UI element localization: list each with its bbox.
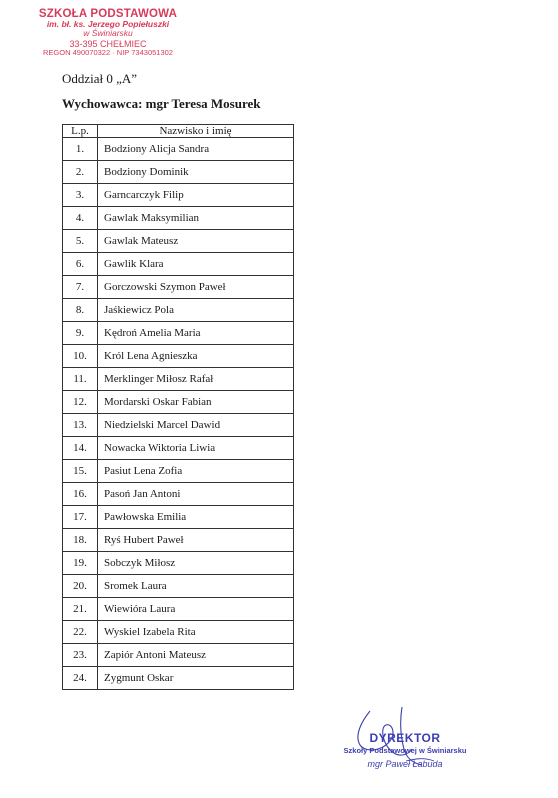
student-name: Garncarczyk Filip bbox=[98, 184, 294, 207]
column-header-number: L.p. bbox=[63, 125, 98, 138]
table-row bbox=[63, 644, 294, 667]
row-number: 24. bbox=[63, 667, 98, 690]
table-row bbox=[63, 483, 294, 506]
table-row bbox=[63, 138, 294, 161]
table-row bbox=[63, 552, 294, 575]
student-name: Gawlik Klara bbox=[98, 253, 294, 276]
student-name: Ryś Hubert Paweł bbox=[98, 529, 294, 552]
row-number: 13. bbox=[63, 414, 98, 437]
table-row bbox=[63, 391, 294, 414]
row-number: 4. bbox=[63, 207, 98, 230]
row-number: 16. bbox=[63, 483, 98, 506]
school-stamp bbox=[38, 8, 178, 57]
director-name: mgr Paweł Łabuda bbox=[367, 759, 443, 769]
table-row bbox=[63, 276, 294, 299]
table-row bbox=[63, 598, 294, 621]
director-stamp bbox=[330, 705, 480, 777]
table-row bbox=[63, 184, 294, 207]
row-number: 2. bbox=[63, 161, 98, 184]
teacher-line: Wychowawca: mgr Teresa Mosurek bbox=[62, 96, 261, 111]
table-row bbox=[63, 437, 294, 460]
student-name: Gorczowski Szymon Paweł bbox=[98, 276, 294, 299]
student-name: Bodziony Dominik bbox=[98, 161, 294, 184]
stamp-patron: im. bł. ks. Jerzego Popiełuszki bbox=[46, 19, 170, 30]
row-number: 12. bbox=[63, 391, 98, 414]
table-row bbox=[63, 667, 294, 690]
student-name: Wyskiel Izabela Rita bbox=[98, 621, 294, 644]
table-row bbox=[63, 322, 294, 345]
student-name: Jaśkiewicz Pola bbox=[98, 299, 294, 322]
student-name: Pawłowska Emilia bbox=[98, 506, 294, 529]
table-row bbox=[63, 460, 294, 483]
row-number: 7. bbox=[63, 276, 98, 299]
student-name: Zapiór Antoni Mateusz bbox=[98, 644, 294, 667]
table-row bbox=[63, 621, 294, 644]
row-number: 21. bbox=[63, 598, 98, 621]
row-number: 17. bbox=[63, 506, 98, 529]
student-name: Sobczyk Miłosz bbox=[98, 552, 294, 575]
student-name: Pasoń Jan Antoni bbox=[98, 483, 294, 506]
student-name: Król Lena Agnieszka bbox=[98, 345, 294, 368]
table-row bbox=[63, 345, 294, 368]
row-number: 18. bbox=[63, 529, 98, 552]
director-school: Szkoły Podstawowej w Świniarsku bbox=[343, 746, 467, 755]
student-name: Mordarski Oskar Fabian bbox=[98, 391, 294, 414]
roster-body bbox=[63, 138, 294, 690]
student-name: Kędroń Amelia Maria bbox=[98, 322, 294, 345]
table-row bbox=[63, 230, 294, 253]
row-number: 15. bbox=[63, 460, 98, 483]
student-name: Bodziony Alicja Sandra bbox=[98, 138, 294, 161]
row-number: 9. bbox=[63, 322, 98, 345]
stamp-school-name: SZKOŁA PODSTAWOWA bbox=[38, 8, 178, 20]
table-row bbox=[63, 253, 294, 276]
row-number: 6. bbox=[63, 253, 98, 276]
student-name: Gawlak Maksymilian bbox=[98, 207, 294, 230]
table-row bbox=[63, 575, 294, 598]
table-row bbox=[63, 161, 294, 184]
column-header-name: Nazwisko i imię bbox=[98, 125, 294, 138]
director-title: DYREKTOR bbox=[369, 731, 441, 745]
student-name: Wiewióra Laura bbox=[98, 598, 294, 621]
student-roster-table bbox=[62, 124, 294, 690]
row-number: 14. bbox=[63, 437, 98, 460]
row-number: 5. bbox=[63, 230, 98, 253]
class-label: Oddział 0 „A” bbox=[62, 71, 138, 86]
stamp-registry-ids: REGON 490070322 · NIP 7343051302 bbox=[43, 48, 173, 58]
row-number: 8. bbox=[63, 299, 98, 322]
row-number: 3. bbox=[63, 184, 98, 207]
student-name: Pasiut Lena Zofia bbox=[98, 460, 294, 483]
stamp-address: 33-395 CHEŁMIEC bbox=[69, 38, 147, 49]
student-name: Sromek Laura bbox=[98, 575, 294, 598]
table-row bbox=[63, 506, 294, 529]
table-header-row bbox=[63, 125, 294, 138]
row-number: 1. bbox=[63, 138, 98, 161]
row-number: 11. bbox=[63, 368, 98, 391]
row-number: 22. bbox=[63, 621, 98, 644]
row-number: 19. bbox=[63, 552, 98, 575]
row-number: 10. bbox=[63, 345, 98, 368]
stamp-town: w Świniarsku bbox=[83, 27, 133, 38]
table-row bbox=[63, 414, 294, 437]
table-row bbox=[63, 368, 294, 391]
row-number: 23. bbox=[63, 644, 98, 667]
table-row bbox=[63, 299, 294, 322]
row-number: 20. bbox=[63, 575, 98, 598]
table-row bbox=[63, 207, 294, 230]
student-name: Niedzielski Marcel Dawid bbox=[98, 414, 294, 437]
student-name: Nowacka Wiktoria Liwia bbox=[98, 437, 294, 460]
student-name: Gawlak Mateusz bbox=[98, 230, 294, 253]
student-name: Zygmunt Oskar bbox=[98, 667, 294, 690]
table-row bbox=[63, 529, 294, 552]
student-name: Merklinger Miłosz Rafał bbox=[98, 368, 294, 391]
